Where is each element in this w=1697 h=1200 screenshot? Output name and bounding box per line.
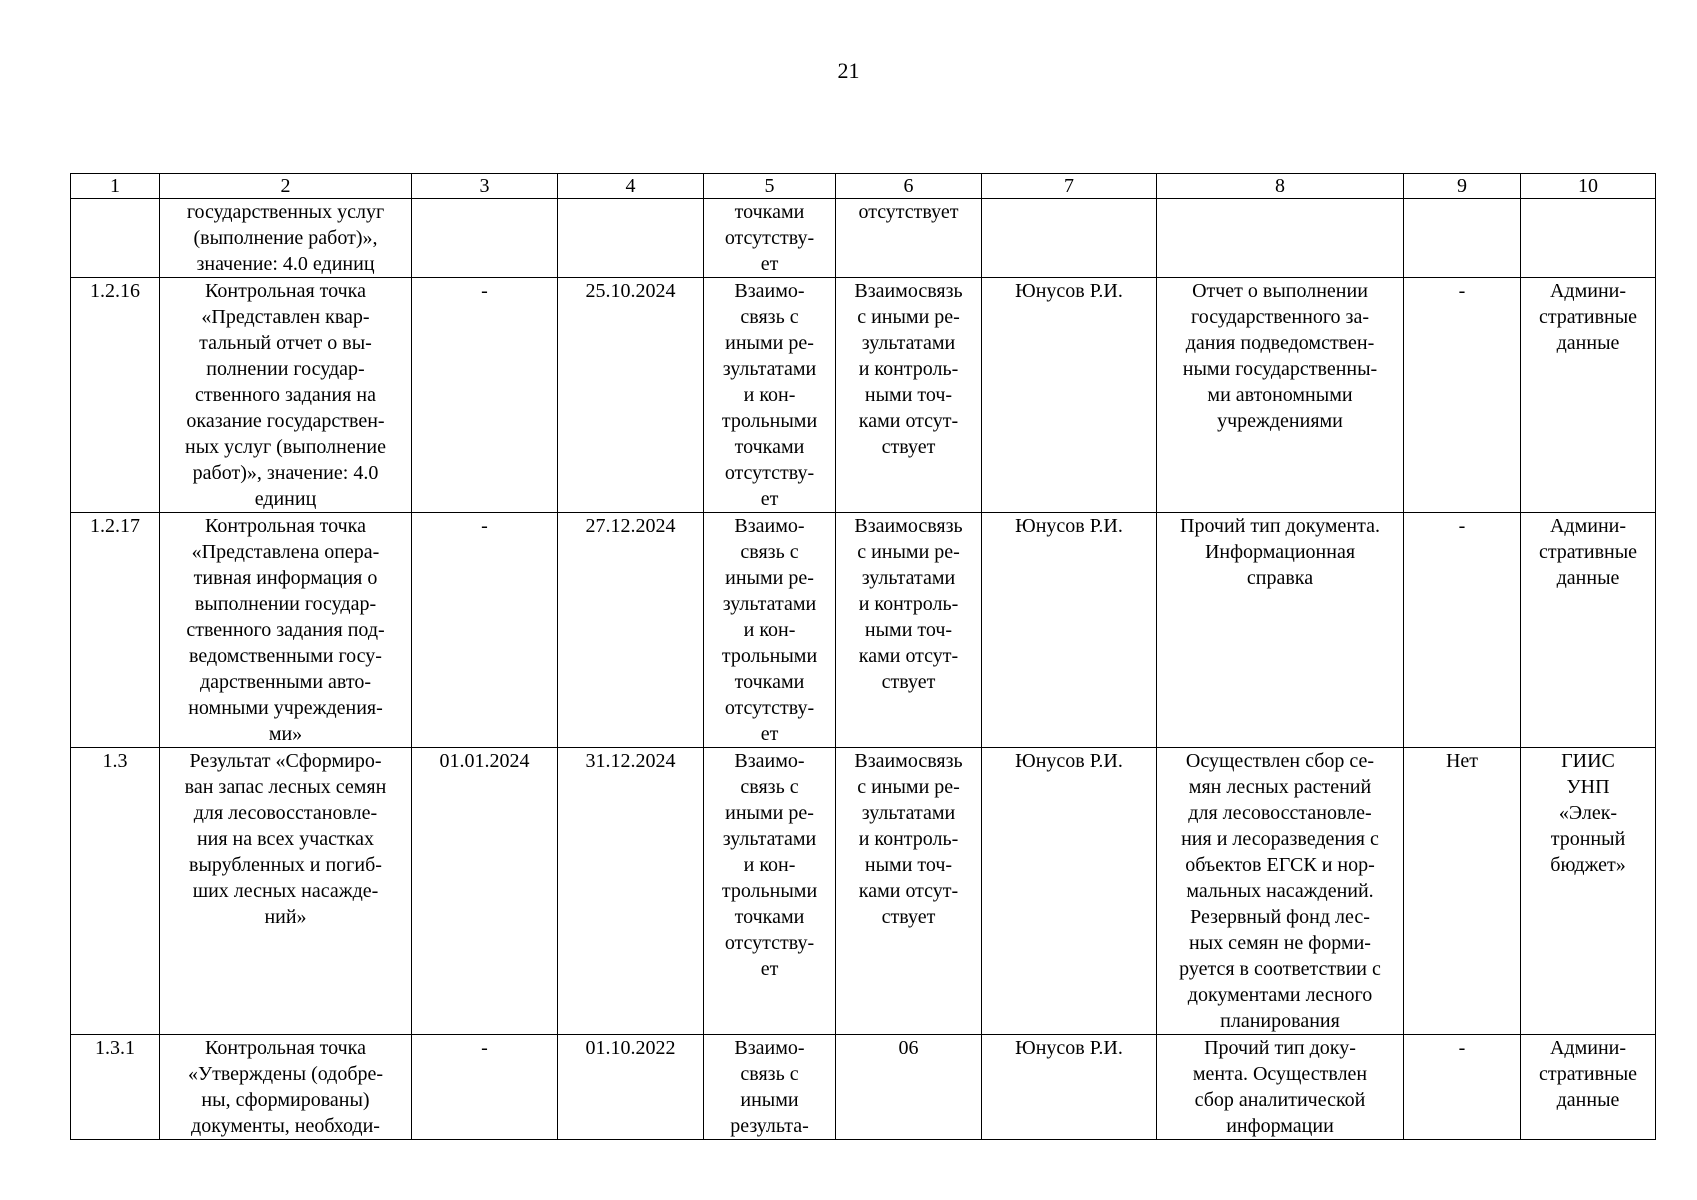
column-header: 8: [1157, 174, 1404, 199]
cell-responsible: Юнусов Р.И.: [982, 278, 1157, 513]
cell-responsible: Юнусов Р.И.: [982, 1035, 1157, 1140]
cell-number: [71, 199, 160, 278]
cell-relation-2: Взаимосвязь с иными ре- зультатами и контроль- ными точ- ками отсут- ствует: [836, 748, 982, 1035]
cell-responsible: [982, 199, 1157, 278]
cell-flag: -: [1404, 513, 1521, 748]
cell-relation: Взаимо- связь с иными результа-: [704, 1035, 836, 1140]
column-header: 7: [982, 174, 1157, 199]
cell-source: Админи- стративные данные: [1521, 278, 1656, 513]
table-row: [71, 748, 1656, 1035]
cell-relation-2: Взаимосвязь с иными ре- зультатами и контроль- ными точ- ками отсут- ствует: [836, 513, 982, 748]
cell-relation-2: Взаимосвязь с иными ре- зультатами и контроль- ными точ- ками отсут- ствует: [836, 278, 982, 513]
cell-end-date: 25.10.2024: [558, 278, 704, 513]
cell-end-date: 01.10.2022: [558, 1035, 704, 1140]
cell-number: 1.2.17: [71, 513, 160, 748]
cell-flag: -: [1404, 1035, 1521, 1140]
cell-source: [1521, 199, 1656, 278]
table-row: [71, 199, 1656, 278]
cell-relation: точками отсутству- ет: [704, 199, 836, 278]
cell-start-date: [412, 199, 558, 278]
table-row: [71, 1035, 1656, 1140]
cell-description: Прочий тип доку- мента. Осуществлен сбор аналитической информации: [1157, 1035, 1404, 1140]
column-header: 4: [558, 174, 704, 199]
cell-description: Прочий тип документа. Информационная справка: [1157, 513, 1404, 748]
cell-responsible: Юнусов Р.И.: [982, 513, 1157, 748]
column-header: 3: [412, 174, 558, 199]
page-number: 21: [837, 58, 860, 83]
cell-source: Админи- стративные данные: [1521, 1035, 1656, 1140]
cell-name: Контрольная точка «Утверждены (одобре- ны, сформированы) документы, необходи-: [160, 1035, 412, 1140]
cell-name: Контрольная точка «Представлен квар- тальный отчет о вы- полнении государ- ственного задания на оказание государствен- ных услуг (выполнение работ)», значение: 4.0 единиц: [160, 278, 412, 513]
cell-description: [1157, 199, 1404, 278]
cell-description: Отчет о выполнении государственного за- дания подведомствен- ными государственны- ми автономными учреждениями: [1157, 278, 1404, 513]
cell-relation: Взаимо- связь с иными ре- зультатами и кон- трольными точками отсутству- ет: [704, 278, 836, 513]
cell-relation-2: 06: [836, 1035, 982, 1140]
header-row: [71, 174, 1656, 199]
cell-relation: Взаимо- связь с иными ре- зультатами и кон- трольными точками отсутству- ет: [704, 748, 836, 1035]
cell-start-date: -: [412, 513, 558, 748]
cell-name: государственных услуг (выполнение работ)», значение: 4.0 единиц: [160, 199, 412, 278]
cell-start-date: 01.01.2024: [412, 748, 558, 1035]
column-header: 1: [71, 174, 160, 199]
cell-source: ГИИС УНП «Элек- тронный бюджет»: [1521, 748, 1656, 1035]
cell-relation: Взаимо- связь с иными ре- зультатами и кон- трольными точками отсутству- ет: [704, 513, 836, 748]
column-header: 10: [1521, 174, 1656, 199]
column-header: 9: [1404, 174, 1521, 199]
cell-name: Результат «Сформиро- ван запас лесных семян для лесовосстановле- ния на всех участках вырубленных и погиб- ших лесных насажде- ний»: [160, 748, 412, 1035]
cell-start-date: -: [412, 278, 558, 513]
cell-responsible: Юнусов Р.И.: [982, 748, 1157, 1035]
cell-number: 1.3.1: [71, 1035, 160, 1140]
cell-description: Осуществлен сбор се- мян лесных растений для лесовосстановле- ния и лесоразведения с объектов ЕГСК и нор- мальных насаждений. Резервный фонд лес- ных семян не форми- руется в соответствии с документами лесного планирования: [1157, 748, 1404, 1035]
document-table: [70, 173, 1656, 1140]
cell-end-date: 31.12.2024: [558, 748, 704, 1035]
cell-start-date: -: [412, 1035, 558, 1140]
cell-flag: [1404, 199, 1521, 278]
cell-end-date: [558, 199, 704, 278]
cell-flag: Нет: [1404, 748, 1521, 1035]
column-header: 5: [704, 174, 836, 199]
table-row: [71, 513, 1656, 748]
cell-number: 1.3: [71, 748, 160, 1035]
cell-name: Контрольная точка «Представлена опера- тивная информация о выполнении государ- ственного задания под- ведомственными госу- дарственными авто- номными учреждения- ми»: [160, 513, 412, 748]
cell-number: 1.2.16: [71, 278, 160, 513]
table-row: [71, 278, 1656, 513]
cell-relation-2: отсутствует: [836, 199, 982, 278]
column-header: 6: [836, 174, 982, 199]
cell-flag: -: [1404, 278, 1521, 513]
column-header: 2: [160, 174, 412, 199]
cell-end-date: 27.12.2024: [558, 513, 704, 748]
cell-source: Админи- стративные данные: [1521, 513, 1656, 748]
